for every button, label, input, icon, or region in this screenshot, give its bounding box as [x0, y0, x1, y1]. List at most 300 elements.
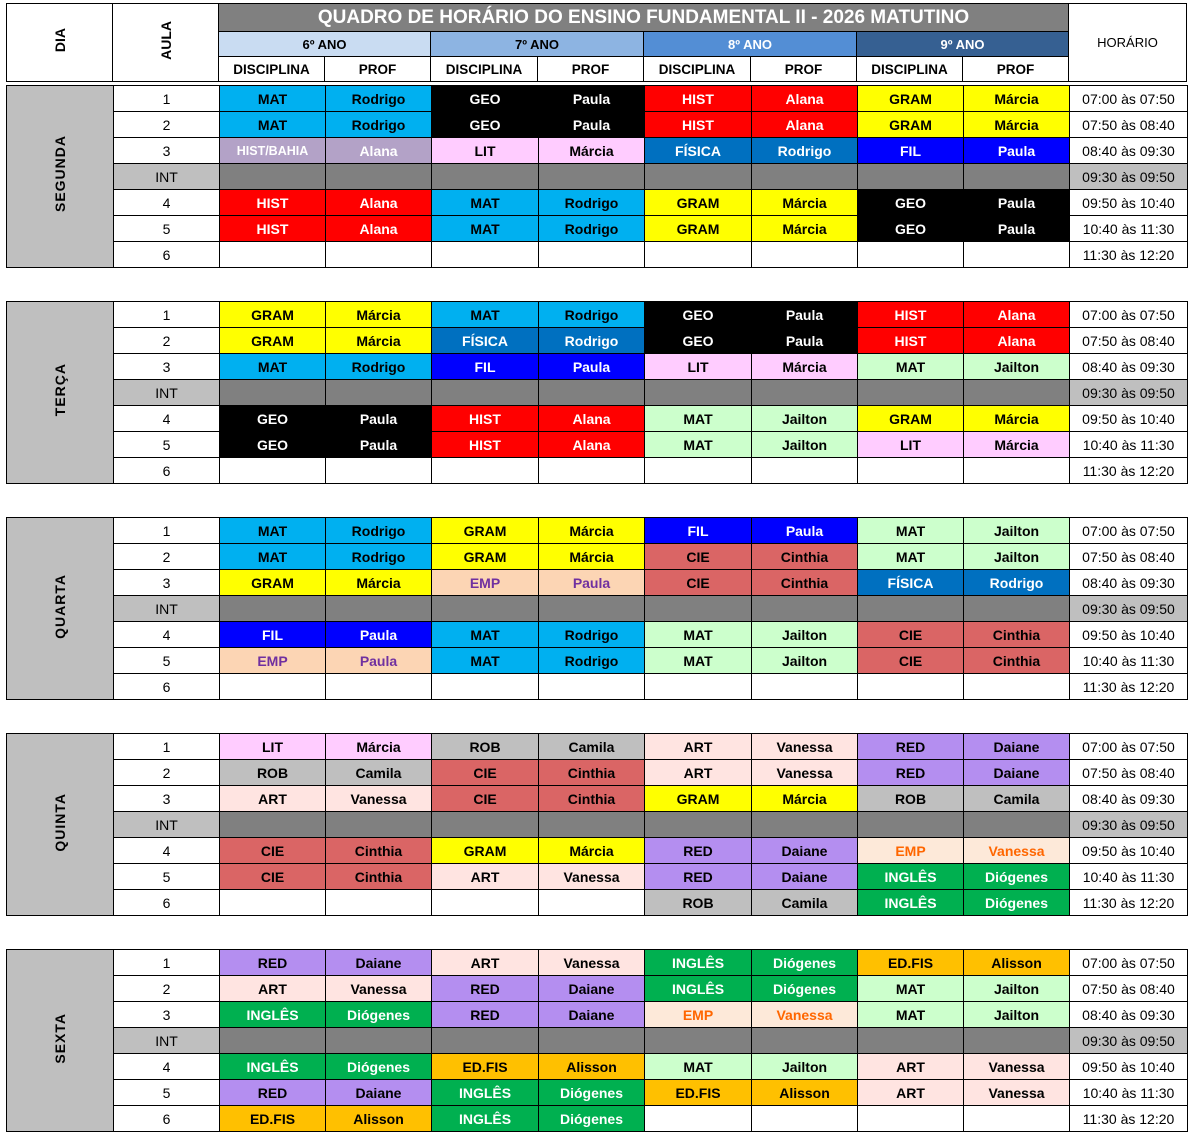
subject-cell: GRAM	[432, 838, 539, 864]
subject-cell: MAT	[432, 216, 539, 242]
prof-header: PROF	[538, 57, 644, 82]
teacher-cell: Jailton	[964, 976, 1070, 1002]
subject-cell: GEO	[432, 112, 539, 138]
subject-cell: ART	[432, 950, 539, 976]
subject-cell: ROB	[220, 760, 326, 786]
table-row	[7, 1054, 1188, 1080]
teacher-cell: Vanessa	[964, 1054, 1070, 1080]
subject-cell: GEO	[220, 406, 326, 432]
interval-cell	[539, 380, 645, 406]
subject-cell: ART	[432, 864, 539, 890]
subject-cell: MAT	[432, 622, 539, 648]
interval-cell	[964, 596, 1070, 622]
time-slot: 09:50 às 10:40	[1070, 190, 1188, 216]
subject-cell: MAT	[645, 622, 752, 648]
interval-cell	[539, 1028, 645, 1054]
aula-number: 3	[114, 354, 220, 380]
subject-cell: INGLÊS	[432, 1106, 539, 1132]
aula-number: 5	[114, 648, 220, 674]
subject-cell: ART	[858, 1054, 964, 1080]
teacher-cell: Vanessa	[752, 734, 858, 760]
subject-cell	[858, 674, 964, 700]
aula-number: 3	[114, 1002, 220, 1028]
subject-cell: MAT	[645, 406, 752, 432]
aula-number: 3	[114, 138, 220, 164]
teacher-cell: Paula	[752, 328, 858, 354]
teacher-cell: Vanessa	[326, 976, 432, 1002]
teacher-cell: Cinthia	[539, 786, 645, 812]
teacher-cell: Alana	[752, 112, 858, 138]
aula-number: 4	[114, 190, 220, 216]
subject-cell: ART	[220, 786, 326, 812]
teacher-cell	[326, 242, 432, 268]
subject-cell: EMP	[432, 570, 539, 596]
teacher-cell: Diógenes	[964, 890, 1070, 916]
time-slot: 09:50 às 10:40	[1070, 838, 1188, 864]
aula-number: 2	[114, 328, 220, 354]
table-row	[7, 760, 1188, 786]
teacher-cell: Rodrigo	[326, 544, 432, 570]
disciplina-header: DISCIPLINA	[857, 57, 963, 82]
subject-cell: FIL	[858, 138, 964, 164]
teacher-cell	[326, 674, 432, 700]
teacher-cell	[964, 1106, 1070, 1132]
teacher-cell: Vanessa	[752, 1002, 858, 1028]
teacher-cell: Márcia	[964, 432, 1070, 458]
teacher-cell: Camila	[539, 734, 645, 760]
interval-cell	[432, 380, 539, 406]
teacher-cell: Jailton	[964, 518, 1070, 544]
teacher-cell: Paula	[752, 302, 858, 328]
teacher-cell: Diógenes	[752, 950, 858, 976]
teacher-cell: Paula	[539, 112, 645, 138]
time-slot: 09:30 às 09:50	[1070, 164, 1188, 190]
table-row	[7, 596, 1188, 622]
teacher-cell: Cinthia	[752, 570, 858, 596]
year-6-header: 6º ANO	[219, 32, 431, 57]
interval-cell	[326, 164, 432, 190]
table-row	[7, 544, 1188, 570]
schedule-header	[6, 3, 1187, 82]
subject-cell	[220, 242, 326, 268]
table-row	[7, 890, 1188, 916]
horario-header: HORÁRIO	[1069, 4, 1187, 82]
teacher-cell	[539, 674, 645, 700]
subject-cell: ROB	[432, 734, 539, 760]
subject-cell: ART	[645, 760, 752, 786]
day-label: SEGUNDA	[7, 86, 114, 268]
teacher-cell: Márcia	[752, 190, 858, 216]
subject-cell: MAT	[220, 86, 326, 112]
subject-cell: ED.FIS	[220, 1106, 326, 1132]
subject-cell: ART	[858, 1080, 964, 1106]
subject-cell: RED	[432, 976, 539, 1002]
subject-cell: GEO	[220, 432, 326, 458]
subject-cell: CIE	[645, 570, 752, 596]
teacher-cell: Daiane	[326, 1080, 432, 1106]
subject-cell: FIL	[220, 622, 326, 648]
subject-cell: GRAM	[432, 544, 539, 570]
teacher-cell: Alisson	[752, 1080, 858, 1106]
table-row	[7, 406, 1188, 432]
teacher-cell	[752, 1106, 858, 1132]
teacher-cell: Rodrigo	[752, 138, 858, 164]
teacher-cell: Alana	[964, 328, 1070, 354]
time-slot: 08:40 às 09:30	[1070, 138, 1188, 164]
teacher-cell: Cinthia	[539, 760, 645, 786]
subject-cell: GRAM	[220, 302, 326, 328]
interval-cell	[858, 812, 964, 838]
teacher-cell: Cinthia	[326, 838, 432, 864]
aula-number: 1	[114, 734, 220, 760]
subject-cell: RED	[432, 1002, 539, 1028]
subject-cell: RED	[858, 760, 964, 786]
subject-cell: MAT	[645, 648, 752, 674]
teacher-cell	[752, 458, 858, 484]
subject-cell: MAT	[858, 1002, 964, 1028]
subject-cell: GRAM	[645, 786, 752, 812]
subject-cell: INGLÊS	[220, 1002, 326, 1028]
aula-number: 1	[114, 86, 220, 112]
teacher-cell: Daiane	[752, 838, 858, 864]
interval-cell	[858, 380, 964, 406]
interval-cell	[220, 596, 326, 622]
subject-cell: GEO	[645, 302, 752, 328]
teacher-cell: Márcia	[326, 734, 432, 760]
interval-cell	[752, 164, 858, 190]
teacher-cell: Márcia	[326, 328, 432, 354]
day-table-3	[6, 733, 1188, 916]
aula-number: 5	[114, 432, 220, 458]
teacher-cell	[539, 890, 645, 916]
interval-cell	[539, 596, 645, 622]
aula-number: 3	[114, 786, 220, 812]
teacher-cell: Vanessa	[752, 760, 858, 786]
subject-cell: LIT	[645, 354, 752, 380]
subject-cell: CIE	[858, 622, 964, 648]
table-row	[7, 190, 1188, 216]
subject-cell: RED	[858, 734, 964, 760]
aula-number: INT	[114, 1028, 220, 1054]
teacher-cell: Paula	[964, 190, 1070, 216]
teacher-cell: Alana	[752, 86, 858, 112]
time-slot: 11:30 às 12:20	[1070, 674, 1188, 700]
interval-cell	[645, 380, 752, 406]
subject-cell: MAT	[645, 1054, 752, 1080]
table-row	[7, 242, 1188, 268]
time-slot: 07:00 às 07:50	[1070, 86, 1188, 112]
subject-cell: ROB	[645, 890, 752, 916]
aula-number: 6	[114, 674, 220, 700]
time-slot: 10:40 às 11:30	[1070, 1080, 1188, 1106]
teacher-cell	[752, 674, 858, 700]
subject-cell: RED	[220, 950, 326, 976]
table-row	[7, 734, 1188, 760]
interval-cell	[858, 164, 964, 190]
subject-cell	[645, 242, 752, 268]
subject-cell: CIE	[645, 544, 752, 570]
teacher-cell: Vanessa	[964, 1080, 1070, 1106]
teacher-cell: Paula	[964, 216, 1070, 242]
subject-cell: CIE	[858, 648, 964, 674]
teacher-cell: Diógenes	[326, 1002, 432, 1028]
subject-cell: HIST	[858, 302, 964, 328]
table-row	[7, 648, 1188, 674]
teacher-cell: Jailton	[752, 648, 858, 674]
day-label: QUINTA	[7, 734, 114, 916]
teacher-cell: Daiane	[326, 950, 432, 976]
aula-number: 5	[114, 216, 220, 242]
teacher-cell: Márcia	[752, 216, 858, 242]
table-row	[7, 570, 1188, 596]
time-slot: 10:40 às 11:30	[1070, 432, 1188, 458]
time-slot: 07:50 às 08:40	[1070, 760, 1188, 786]
year-8-header: 8º ANO	[644, 32, 857, 57]
teacher-cell: Daiane	[752, 864, 858, 890]
aula-number: 6	[114, 242, 220, 268]
table-row	[7, 1002, 1188, 1028]
teacher-cell: Daiane	[539, 1002, 645, 1028]
teacher-cell	[964, 458, 1070, 484]
aula-number: 5	[114, 1080, 220, 1106]
subject-cell: GRAM	[858, 112, 964, 138]
aula-number: 1	[114, 518, 220, 544]
time-slot: 07:50 às 08:40	[1070, 112, 1188, 138]
table-row	[7, 432, 1188, 458]
time-slot: 09:30 às 09:50	[1070, 596, 1188, 622]
prof-header: PROF	[963, 57, 1069, 82]
teacher-cell: Márcia	[964, 112, 1070, 138]
teacher-cell: Vanessa	[964, 838, 1070, 864]
interval-cell	[326, 380, 432, 406]
teacher-cell: Jailton	[964, 544, 1070, 570]
teacher-cell: Márcia	[539, 838, 645, 864]
subject-cell	[432, 674, 539, 700]
subject-cell	[858, 242, 964, 268]
time-slot: 09:30 às 09:50	[1070, 812, 1188, 838]
teacher-cell: Paula	[752, 518, 858, 544]
teacher-cell: Cinthia	[752, 544, 858, 570]
teacher-cell: Diógenes	[326, 1054, 432, 1080]
aula-number: 3	[114, 570, 220, 596]
interval-cell	[220, 1028, 326, 1054]
aula-number: INT	[114, 812, 220, 838]
subject-cell	[220, 674, 326, 700]
aula-number: 4	[114, 406, 220, 432]
teacher-cell: Rodrigo	[326, 86, 432, 112]
teacher-cell: Rodrigo	[539, 328, 645, 354]
subject-cell: MAT	[432, 648, 539, 674]
prof-header: PROF	[325, 57, 431, 82]
teacher-cell: Rodrigo	[539, 648, 645, 674]
subject-cell: ART	[645, 734, 752, 760]
subject-cell: GEO	[858, 216, 964, 242]
subject-cell: GRAM	[858, 86, 964, 112]
subject-cell: MAT	[220, 354, 326, 380]
time-slot: 09:50 às 10:40	[1070, 406, 1188, 432]
aula-number: 2	[114, 544, 220, 570]
table-row	[7, 328, 1188, 354]
dia-header: DIA	[7, 4, 113, 82]
subject-cell: INGLÊS	[645, 950, 752, 976]
teacher-cell: Vanessa	[539, 950, 645, 976]
interval-cell	[858, 1028, 964, 1054]
interval-cell	[964, 164, 1070, 190]
subject-cell: HIST	[220, 190, 326, 216]
teacher-cell: Márcia	[752, 354, 858, 380]
teacher-cell: Jailton	[752, 622, 858, 648]
aula-number: INT	[114, 380, 220, 406]
table-row	[7, 622, 1188, 648]
time-slot: 08:40 às 09:30	[1070, 786, 1188, 812]
teacher-cell: Diógenes	[539, 1106, 645, 1132]
teacher-cell: Camila	[326, 760, 432, 786]
interval-cell	[432, 812, 539, 838]
teacher-cell: Rodrigo	[539, 302, 645, 328]
subject-cell: LIT	[432, 138, 539, 164]
subject-cell: GEO	[858, 190, 964, 216]
time-slot: 11:30 às 12:20	[1070, 890, 1188, 916]
subject-cell: LIT	[220, 734, 326, 760]
teacher-cell: Alisson	[539, 1054, 645, 1080]
subject-cell: RED	[645, 864, 752, 890]
teacher-cell: Alana	[539, 432, 645, 458]
interval-cell	[326, 1028, 432, 1054]
table-row	[7, 458, 1188, 484]
teacher-cell: Rodrigo	[964, 570, 1070, 596]
teacher-cell: Paula	[326, 406, 432, 432]
subject-cell: GEO	[645, 328, 752, 354]
teacher-cell: Diógenes	[964, 864, 1070, 890]
table-row	[7, 674, 1188, 700]
subject-cell	[645, 674, 752, 700]
time-slot: 08:40 às 09:30	[1070, 1002, 1188, 1028]
aula-number: 6	[114, 1106, 220, 1132]
table-row	[7, 302, 1188, 328]
table-row	[7, 976, 1188, 1002]
subject-cell	[645, 1106, 752, 1132]
interval-cell	[220, 164, 326, 190]
time-slot: 08:40 às 09:30	[1070, 570, 1188, 596]
time-slot: 08:40 às 09:30	[1070, 354, 1188, 380]
subject-cell	[432, 242, 539, 268]
interval-cell	[326, 812, 432, 838]
subject-cell: LIT	[858, 432, 964, 458]
subject-cell: HIST	[432, 406, 539, 432]
disciplina-header: DISCIPLINA	[219, 57, 325, 82]
teacher-cell: Paula	[539, 86, 645, 112]
subject-cell: INGLÊS	[432, 1080, 539, 1106]
teacher-cell: Paula	[326, 432, 432, 458]
subject-cell: GRAM	[645, 216, 752, 242]
subject-cell: MAT	[220, 544, 326, 570]
disciplina-header: DISCIPLINA	[644, 57, 751, 82]
subject-cell	[432, 458, 539, 484]
subject-cell: INGLÊS	[220, 1054, 326, 1080]
subject-cell: INGLÊS	[645, 976, 752, 1002]
teacher-cell: Márcia	[326, 302, 432, 328]
table-row	[7, 864, 1188, 890]
subject-cell: ED.FIS	[645, 1080, 752, 1106]
teacher-cell: Vanessa	[326, 786, 432, 812]
table-row	[7, 838, 1188, 864]
teacher-cell: Jailton	[964, 354, 1070, 380]
subject-cell: CIE	[432, 786, 539, 812]
teacher-cell: Alana	[539, 406, 645, 432]
teacher-cell: Márcia	[752, 786, 858, 812]
subject-cell: MAT	[858, 976, 964, 1002]
teacher-cell: Paula	[326, 622, 432, 648]
teacher-cell: Alisson	[326, 1106, 432, 1132]
time-slot: 10:40 às 11:30	[1070, 864, 1188, 890]
teacher-cell	[964, 674, 1070, 700]
teacher-cell: Márcia	[964, 406, 1070, 432]
teacher-cell: Alana	[964, 302, 1070, 328]
day-label: TERÇA	[7, 302, 114, 484]
subject-cell: MAT	[858, 544, 964, 570]
interval-cell	[645, 812, 752, 838]
prof-header: PROF	[751, 57, 857, 82]
subject-cell: RED	[220, 1080, 326, 1106]
table-row	[7, 354, 1188, 380]
year-9-header: 9º ANO	[857, 32, 1069, 57]
teacher-cell: Rodrigo	[326, 518, 432, 544]
interval-cell	[432, 1028, 539, 1054]
table-row	[7, 786, 1188, 812]
subject-cell: CIE	[220, 864, 326, 890]
subject-cell: EMP	[220, 648, 326, 674]
time-slot: 07:00 às 07:50	[1070, 950, 1188, 976]
subject-cell: INGLÊS	[858, 890, 964, 916]
teacher-cell: Márcia	[539, 544, 645, 570]
subject-cell: RED	[645, 838, 752, 864]
teacher-cell	[326, 890, 432, 916]
subject-cell	[858, 1106, 964, 1132]
interval-cell	[220, 812, 326, 838]
interval-cell	[220, 380, 326, 406]
teacher-cell: Márcia	[539, 518, 645, 544]
subject-cell	[220, 458, 326, 484]
time-slot: 11:30 às 12:20	[1070, 1106, 1188, 1132]
subject-cell: FIL	[432, 354, 539, 380]
teacher-cell: Vanessa	[539, 864, 645, 890]
interval-cell	[964, 1028, 1070, 1054]
table-row	[7, 380, 1188, 406]
subject-cell	[432, 890, 539, 916]
teacher-cell: Rodrigo	[539, 622, 645, 648]
interval-cell	[964, 812, 1070, 838]
day-table-0	[6, 85, 1188, 268]
aula-header: AULA	[113, 4, 219, 82]
teacher-cell: Diógenes	[752, 976, 858, 1002]
subject-cell: MAT	[432, 190, 539, 216]
subject-cell: HIST	[645, 86, 752, 112]
time-slot: 11:30 às 12:20	[1070, 242, 1188, 268]
table-row	[7, 1080, 1188, 1106]
day-table-4	[6, 949, 1188, 1132]
time-slot: 10:40 às 11:30	[1070, 648, 1188, 674]
subject-cell: FÍSICA	[645, 138, 752, 164]
table-row	[7, 164, 1188, 190]
time-slot: 09:50 às 10:40	[1070, 622, 1188, 648]
aula-number: 4	[114, 1054, 220, 1080]
subject-cell: HIST	[220, 216, 326, 242]
aula-number: 4	[114, 622, 220, 648]
interval-cell	[752, 812, 858, 838]
subject-cell: EMP	[858, 838, 964, 864]
subject-cell: MAT	[858, 354, 964, 380]
time-slot: 10:40 às 11:30	[1070, 216, 1188, 242]
